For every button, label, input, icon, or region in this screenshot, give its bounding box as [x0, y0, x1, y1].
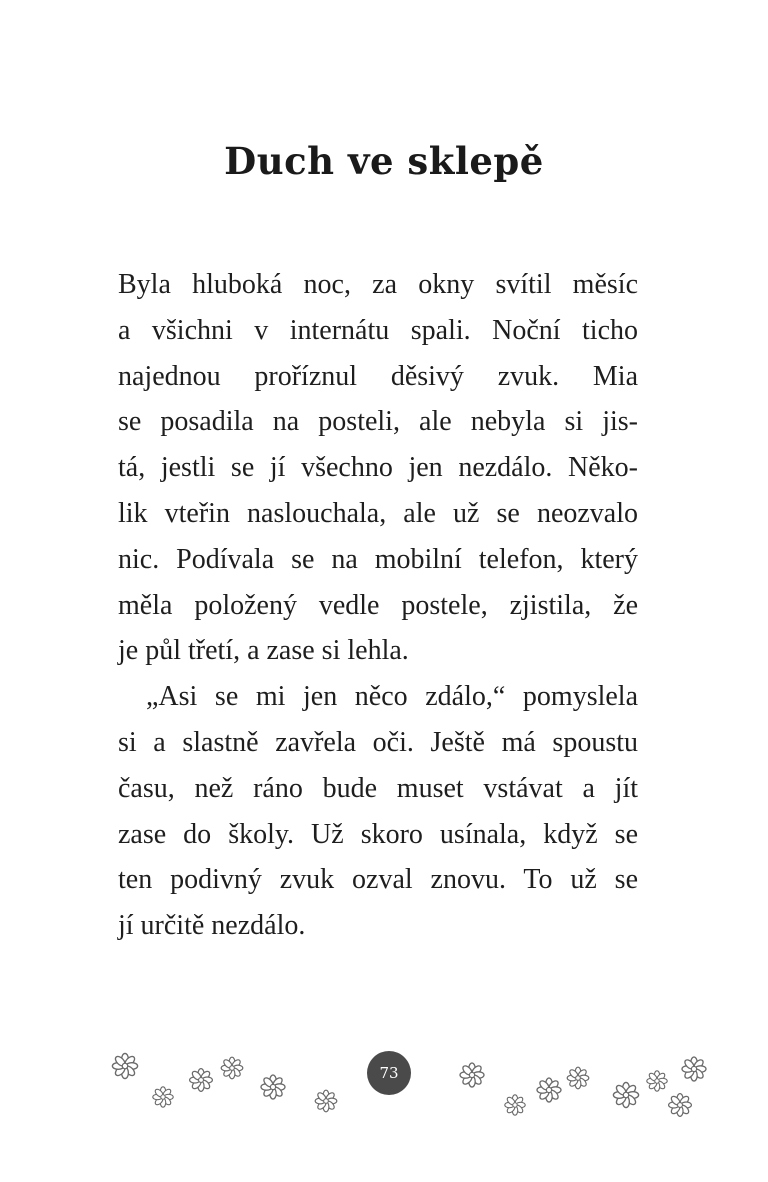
text-line: Byla hluboká noc, za okny svítil měsíc [118, 269, 638, 300]
flower-icon [190, 1069, 213, 1092]
text-line: se posadila na posteli, ale nebyla si jis- [118, 406, 638, 438]
flower-icon [537, 1078, 561, 1102]
text-line: ten podivný zvuk ozval znovu. To už se [118, 864, 638, 896]
flower-icon [567, 1067, 589, 1089]
text-line: tá, jestli se jí všechno jen nezdálo. Něko- [118, 452, 638, 484]
text-line: si a slastně zavřela oči. Ještě má spoustu [118, 726, 638, 758]
text-line: „Asi se mi jen něco zdálo,“ pomyslela [146, 681, 638, 713]
flower-icon [261, 1075, 285, 1099]
flower-icon [669, 1094, 692, 1117]
text-line: je půl třetí, a zase si lehla. [118, 635, 409, 667]
flower-icon [613, 1082, 638, 1107]
flower-icon [460, 1063, 484, 1087]
paragraph-2 [118, 674, 638, 949]
text-line: najednou proříznul děsivý zvuk. Mia [118, 360, 638, 392]
paragraph-1 [118, 262, 638, 674]
flower-icon [153, 1087, 173, 1107]
flower-icon [315, 1090, 337, 1112]
text-line: nic. Podívala se na mobilní telefon, který [118, 543, 638, 575]
flower-icon [112, 1053, 137, 1078]
page-number: 73 [367, 1051, 411, 1095]
flower-icon [221, 1057, 243, 1079]
text-line: zase do školy. Už skoro usínala, když se [118, 818, 638, 850]
flower-icon [682, 1057, 706, 1081]
body-text [118, 262, 638, 949]
chapter-title: Duch ve sklepě [224, 139, 544, 183]
flower-icon [505, 1095, 525, 1115]
text-line: času, než ráno bude muset vstávat a jít [118, 772, 638, 804]
text-line: a všichni v internátu spali. Noční ticho [118, 314, 638, 346]
text-line: jí určitě nezdálo. [118, 910, 306, 942]
text-line: lik vteřin naslouchala, ale už se neozvalo [118, 497, 638, 529]
text-line: měla položený vedle postele, zjistila, že [118, 589, 638, 621]
flower-icon [647, 1071, 667, 1091]
